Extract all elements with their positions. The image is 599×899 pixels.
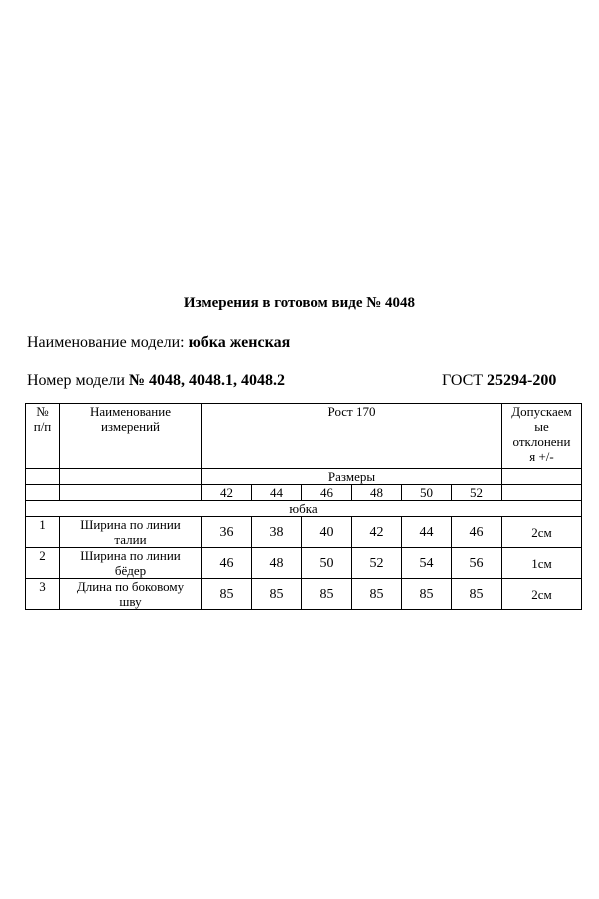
row-measurement-name: Ширина по линии бёдер — [60, 548, 202, 579]
header-tolerance: Допускаем ые отклонени я +/- — [502, 404, 582, 469]
model-name-label: Наименование модели: — [27, 334, 189, 351]
sizes-row — [26, 485, 582, 501]
value-cell: 56 — [452, 548, 502, 579]
tolerance-cell: 1см — [502, 548, 582, 579]
size-cell: 48 — [352, 485, 402, 501]
value-cell: 36 — [202, 517, 252, 548]
size-cell: 52 — [452, 485, 502, 501]
model-name-line — [27, 334, 290, 352]
model-name-value: юбка женская — [188, 334, 291, 351]
row-number: 3 — [26, 579, 60, 610]
value-cell: 40 — [302, 517, 352, 548]
value-cell: 85 — [252, 579, 302, 610]
table-row — [26, 548, 582, 579]
sizes-label-row — [26, 469, 582, 485]
table-row — [26, 579, 582, 610]
size-cell: 50 — [402, 485, 452, 501]
value-cell: 85 — [452, 579, 502, 610]
value-cell: 50 — [302, 548, 352, 579]
value-cell: 46 — [452, 517, 502, 548]
size-cell: 46 — [302, 485, 352, 501]
value-cell: 85 — [202, 579, 252, 610]
page-title: Измерения в готовом виде № 4048 — [183, 295, 416, 311]
row-measurement-name: Длина по боковому шву — [60, 579, 202, 610]
value-cell: 48 — [252, 548, 302, 579]
value-cell: 85 — [402, 579, 452, 610]
size-cell: 44 — [252, 485, 302, 501]
measurements-table — [25, 403, 582, 610]
gost-value: 25294-200 — [487, 372, 557, 389]
table-header-row — [26, 404, 582, 469]
tolerance-cell: 2см — [502, 517, 582, 548]
value-cell: 42 — [352, 517, 402, 548]
model-number-label: Номер модели — [27, 372, 129, 389]
tolerance-cell: 2см — [502, 579, 582, 610]
model-number-line — [27, 372, 285, 390]
row-number: 1 — [26, 517, 60, 548]
value-cell: 52 — [352, 548, 402, 579]
value-cell: 85 — [302, 579, 352, 610]
size-cell: 42 — [202, 485, 252, 501]
value-cell: 46 — [202, 548, 252, 579]
table-row — [26, 517, 582, 548]
category-label: юбка — [26, 501, 582, 517]
sizes-label: Размеры — [202, 469, 502, 485]
header-number: № п/п — [26, 404, 60, 469]
model-number-value: № 4048, 4048.1, 4048.2 — [128, 372, 286, 389]
value-cell: 38 — [252, 517, 302, 548]
header-height: Рост 170 — [202, 404, 502, 469]
row-number: 2 — [26, 548, 60, 579]
gost-line — [442, 372, 556, 390]
header-measurement-name: Наименование измерений — [60, 404, 202, 469]
row-measurement-name: Ширина по линии талии — [60, 517, 202, 548]
value-cell: 44 — [402, 517, 452, 548]
gost-label: ГОСТ — [442, 372, 488, 389]
value-cell: 54 — [402, 548, 452, 579]
category-row — [26, 501, 582, 517]
value-cell: 85 — [352, 579, 402, 610]
